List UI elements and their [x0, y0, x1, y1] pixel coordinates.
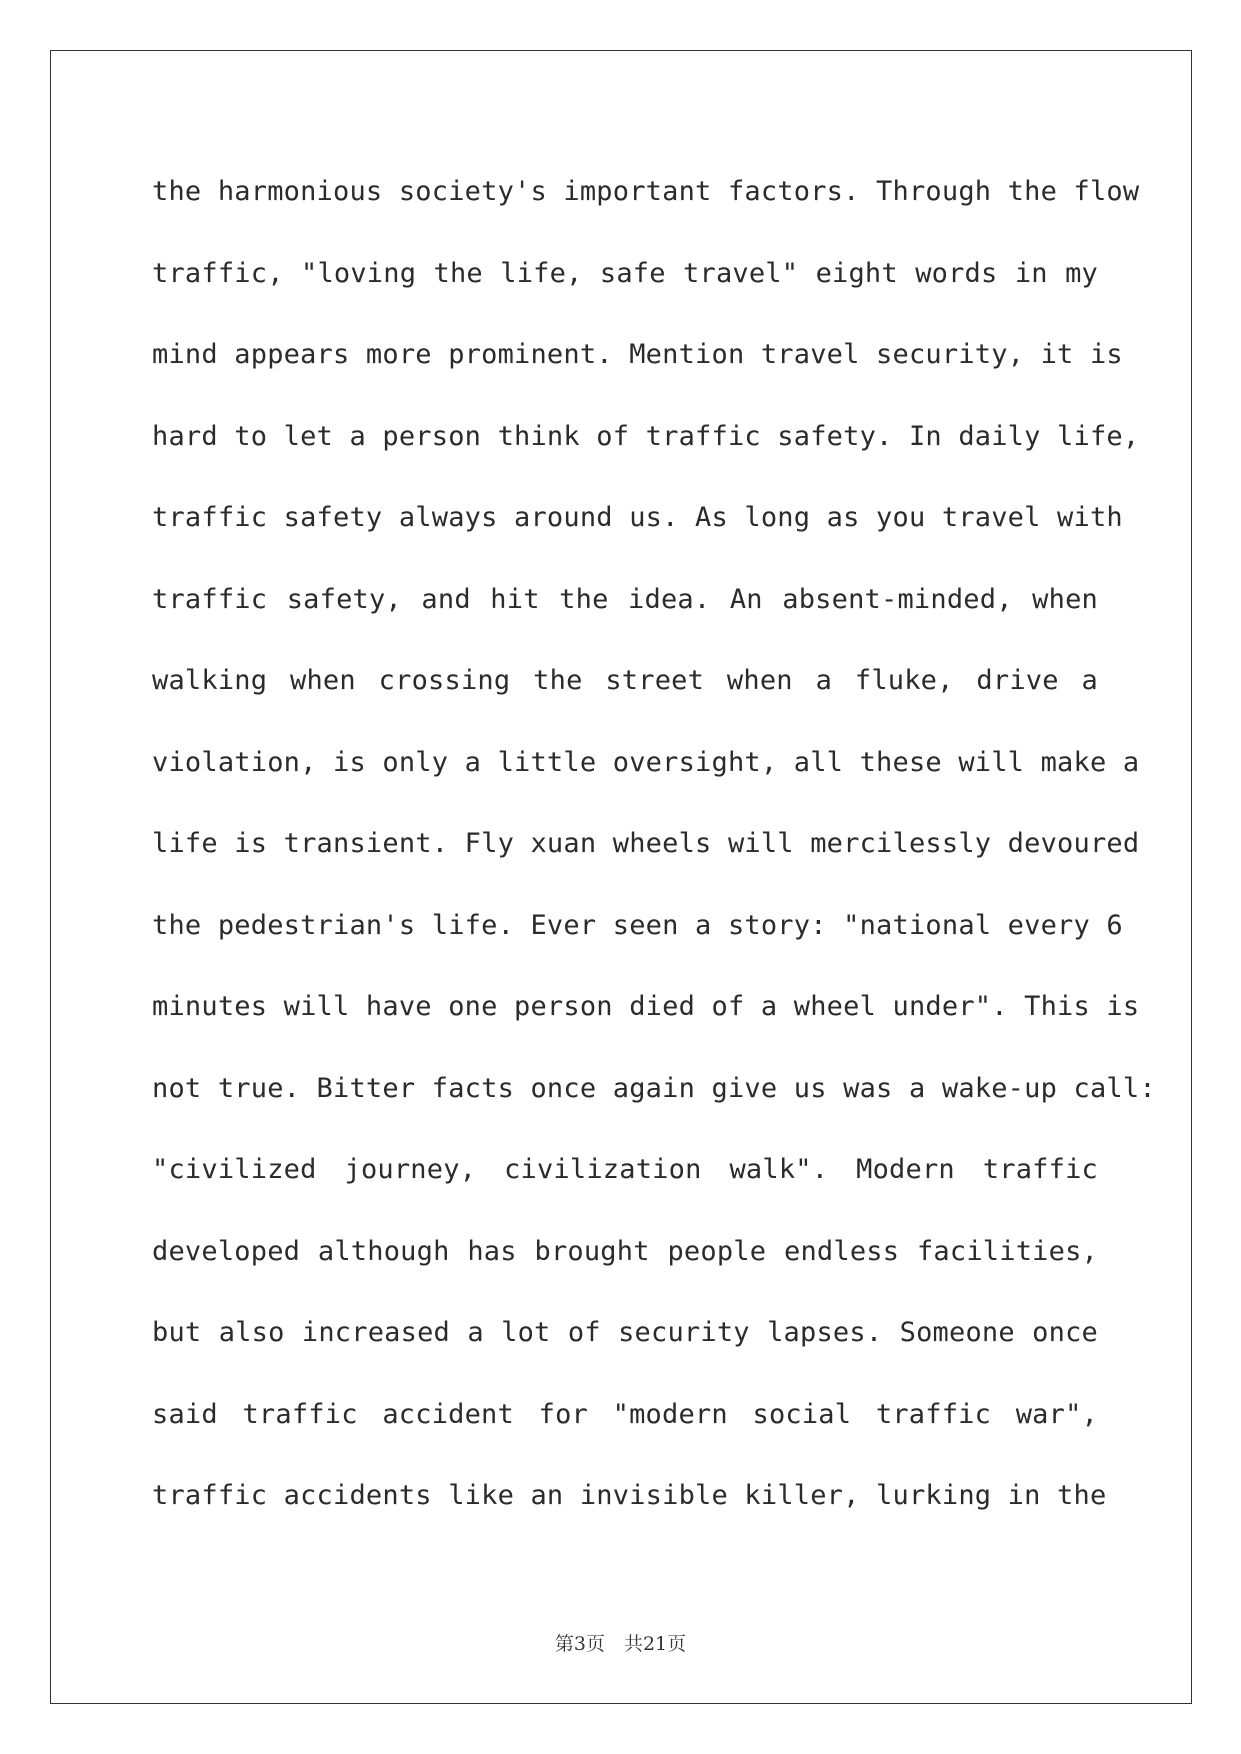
text-line: minutes will have one person died of a wheel under". This is: [152, 991, 1140, 1022]
text-line: the pedestrian's life. Ever seen a story: "national every 6: [152, 909, 1123, 941]
text-line: traffic safety, and hit the idea. An absent-minded, when: [152, 583, 1098, 615]
text-line: not true. Bitter facts once again give us was a wake-up call:: [152, 1072, 1156, 1104]
body-text: [152, 172, 1156, 1558]
text-line: the harmonious society's important factors. Through the flow: [152, 176, 1140, 207]
text-line: developed although has brought people endless facilities,: [152, 1235, 1098, 1267]
text-line: traffic safety always around us. As long as you travel with: [152, 502, 1123, 533]
text-line: traffic, "loving the life, safe travel" eight words in my: [152, 257, 1098, 289]
text-line: traffic accidents like an invisible killer, lurking in the: [152, 1480, 1107, 1511]
text-line: but also increased a lot of security lapses. Someone once: [152, 1317, 1098, 1348]
text-line: "civilized journey, civilization walk". Modern traffic: [152, 1154, 1098, 1185]
text-line: said traffic accident for "modern social traffic war",: [152, 1398, 1098, 1430]
text-line: violation, is only a little oversight, all these will make a: [152, 746, 1140, 778]
text-line: hard to let a person think of traffic safety. In daily life,: [152, 420, 1140, 452]
page-number: 第3页 共21页: [554, 1633, 687, 1655]
text-line: life is transient. Fly xuan wheels will mercilessly devoured: [152, 828, 1140, 859]
text-line: walking when crossing the street when a fluke, drive a: [152, 665, 1098, 696]
text-line: mind appears more prominent. Mention travel security, it is: [152, 339, 1123, 370]
